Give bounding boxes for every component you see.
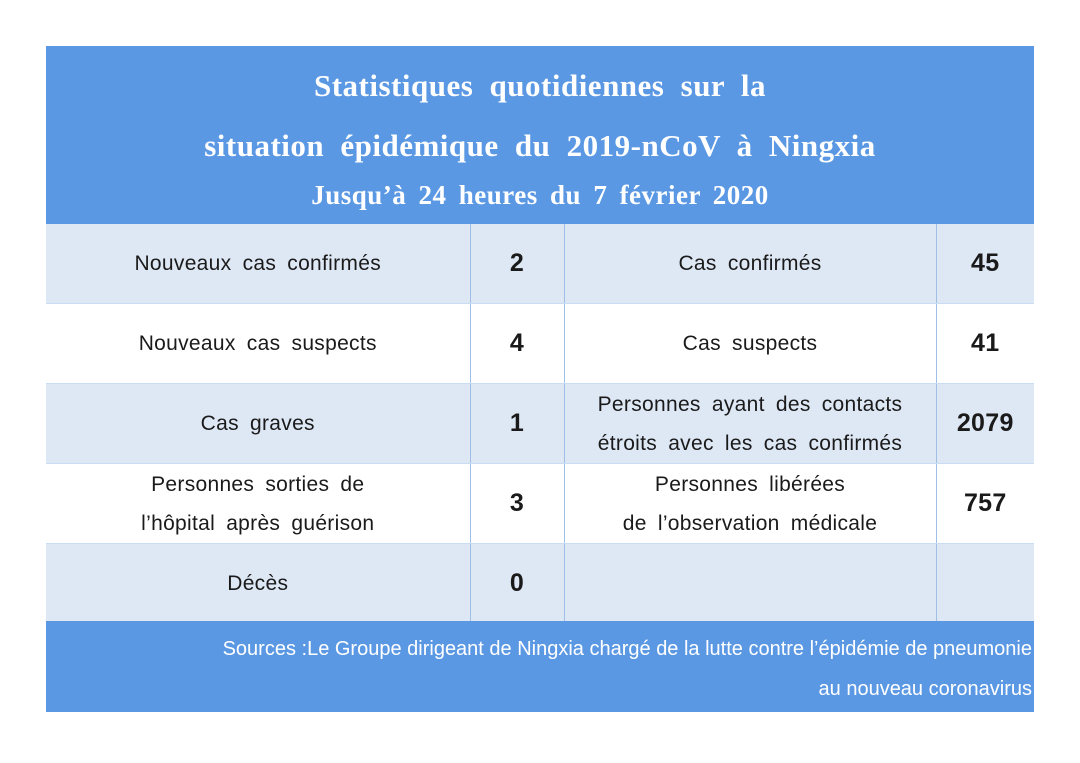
stat-value: 1 (470, 384, 564, 464)
stats-table (46, 224, 1034, 624)
stat-label (564, 384, 936, 464)
stat-value: 2079 (936, 384, 1034, 464)
table-row (46, 384, 1034, 464)
source-footer (46, 621, 1034, 712)
label-line: Cas suspects (682, 332, 818, 355)
stat-label (564, 304, 936, 384)
table-row (46, 224, 1034, 304)
source-line-2: au nouveau coronavirus (818, 678, 1032, 700)
label-line: Cas graves (200, 412, 315, 435)
label-line: Décès (227, 572, 289, 595)
title-line-2: situation épidémique du 2019-nCoV à Ningxia (204, 128, 876, 163)
date-subtitle: Jusqu’à 24 heures du 7 février 2020 (311, 180, 769, 210)
stat-label (46, 464, 470, 544)
stat-value: 3 (470, 464, 564, 544)
stat-value: 757 (936, 464, 1034, 544)
stat-label (46, 544, 470, 624)
stats-card (46, 46, 1034, 712)
stat-value: 0 (470, 544, 564, 624)
stat-value: 41 (936, 304, 1034, 384)
stat-value: 4 (470, 304, 564, 384)
label-line: l’hôpital après guérison (141, 511, 375, 535)
label-line: Cas confirmés (678, 252, 822, 275)
stat-value-empty (936, 544, 1034, 624)
header-banner (46, 46, 1034, 224)
label-line: Personnes sorties de (151, 472, 365, 496)
stat-label (46, 304, 470, 384)
label-line: Personnes ayant des contacts (597, 392, 903, 416)
title-line-1: Statistiques quotidiennes sur la (313, 68, 766, 103)
stat-value: 45 (936, 224, 1034, 304)
stat-label (46, 384, 470, 464)
table-row (46, 464, 1034, 544)
label-line: de l’observation médicale (622, 511, 878, 535)
stat-label-empty (564, 544, 936, 624)
source-line-1: Sources :Le Groupe dirigeant de Ningxia chargé de la lutte contre l’épidémie de pneumonie (222, 638, 1032, 660)
stat-value: 2 (470, 224, 564, 304)
label-line: Nouveaux cas suspects (138, 332, 377, 355)
label-line: Nouveaux cas confirmés (134, 252, 382, 275)
table-row (46, 304, 1034, 384)
stat-label (46, 224, 470, 304)
stat-label (564, 224, 936, 304)
table-row (46, 544, 1034, 624)
label-line: Personnes libérées (654, 472, 846, 496)
label-line: étroits avec les cas confirmés (597, 431, 903, 455)
stat-label (564, 464, 936, 544)
